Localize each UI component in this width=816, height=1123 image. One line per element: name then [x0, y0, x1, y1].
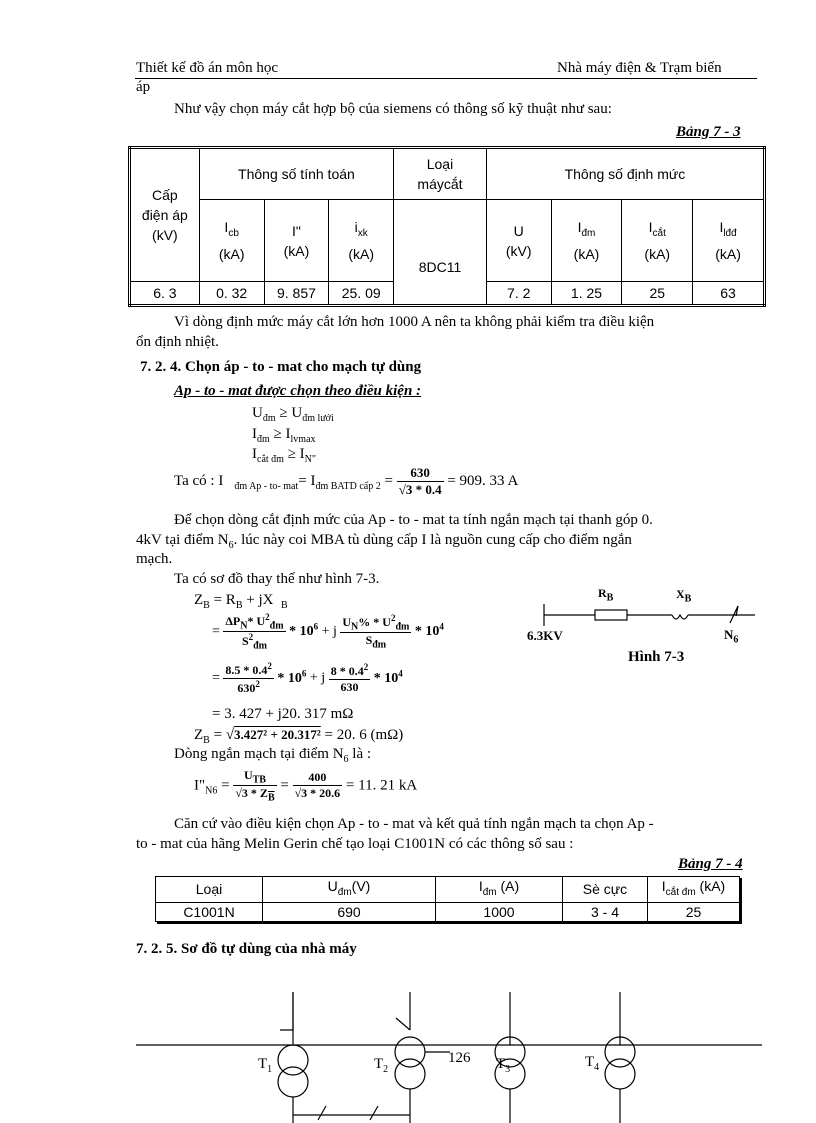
sub-ixk: $i_{xk}$ (kA)	[329, 200, 394, 282]
transformer-t2	[395, 992, 425, 1123]
section-724-title: 7. 2. 4. Chọn áp - to - mat cho mạch tự dùng	[140, 359, 422, 375]
para4-line1: Căn cứ vào điều kiện chọn Ap - to - mat và kết quả tính ngắn mạch ta chọn Ap -	[174, 816, 654, 832]
group-type: Loại máycắt	[394, 148, 487, 200]
cell: 9. 857	[264, 282, 329, 306]
table-7-3	[128, 146, 766, 307]
sub-icat: $I_{cắt}$ (kA)	[622, 200, 693, 282]
transformer-t1	[278, 992, 308, 1123]
condition-3: $I_{cắt đm} \ge I_{N"}$	[252, 446, 316, 465]
section-725-title: 7. 2. 5. Sơ đồ tự dùng của nhà máy	[136, 941, 357, 957]
label-t3: $T_3$	[496, 1056, 511, 1075]
fig-xb-label: $X_B$	[676, 587, 692, 605]
inductor-xb	[672, 615, 688, 619]
short-label: Dòng ngắn mạch tại điểm $N_6$ là :	[174, 746, 372, 765]
t2-header: $I_{cắt đm}$ (kA)	[648, 877, 740, 903]
t2-header: $U_{đm}(V)$	[263, 877, 436, 903]
t2-cell: 690	[263, 902, 436, 921]
cell: 25	[622, 282, 693, 306]
group-rated: Thông số định mức	[486, 148, 764, 200]
label-t1: $T_1$	[258, 1056, 273, 1075]
transformer-t4	[605, 992, 635, 1123]
fig-rb-label: $R_B$	[598, 586, 614, 604]
cell: 6. 3	[130, 282, 200, 306]
fig-caption: Hình 7-3	[628, 649, 685, 665]
t2-cell: 1000	[436, 902, 563, 921]
table1-caption: Bảng 7 - 3	[676, 124, 741, 140]
t2-cell: C1001N	[156, 902, 263, 921]
label-t2: $T_2$	[374, 1056, 389, 1075]
zb-line5: $Z_B = √3.427^2 + 20.317^2 = 20$. 6 (mΩ)	[194, 727, 404, 746]
cell: 0. 32	[199, 282, 264, 306]
cell: 63	[693, 282, 765, 306]
resistor-rb	[595, 610, 627, 620]
sub-i2: I" (kA)	[264, 200, 329, 282]
para1-line1: Vì dòng định mức máy cắt lớn hơn 1000 A nên ta không phải kiểm tra điều kiện	[174, 314, 655, 330]
group-calc: Thông số tính toán	[199, 148, 393, 200]
col-voltage: Cấp điện áp (kV)	[130, 148, 200, 282]
para2-line3: mạch.	[136, 551, 173, 567]
page-number: 126	[448, 1050, 471, 1066]
header-rule	[135, 78, 757, 79]
para3: Ta có sơ đồ thay thế như hình 7-3.	[174, 571, 380, 587]
zb-line2: = $\frac{\Delta P_N* U^2_{đm}}{S^2_{đm}}$ * $10^6 + j$ $\frac{U_N\% * U^2_{đm}}{S_{đm}}$ * $10^4$	[212, 612, 444, 652]
section-724-subtitle: Ap - to - mat được chọn theo điều kiện :	[174, 383, 422, 399]
zb-line4: = 3. 427 + j20. 317 mΩ	[212, 706, 354, 722]
zb-line3: = $\frac{8.5 * 0.4^2}{630^2}$ * $10^6 + j$ $\frac{8 * 0.4^2}{630}$ * $10^4$	[212, 661, 403, 695]
type-value: 8DC11	[394, 200, 487, 306]
table2-caption: Bảng 7 - 4	[678, 856, 743, 872]
label-t4: $T_4$	[585, 1054, 600, 1073]
fig-voltage: 6.3KV	[527, 628, 563, 643]
zb-line1: $Z_B = R_B$ + jX $_B$	[194, 592, 288, 611]
para1-line2: ổn định nhiệt.	[136, 334, 219, 350]
intro-text: Như vậy chọn máy cắt hợp bộ của siemens có thông số kỹ thuật như sau:	[174, 101, 612, 117]
t2-cell: 3 - 4	[563, 902, 648, 921]
cell: 1. 25	[551, 282, 622, 306]
table-7-4	[155, 876, 740, 922]
cell: 25. 09	[329, 282, 394, 306]
t2-header: $I_{đm}$ (A)	[436, 877, 563, 903]
condition-1: $U_{đm} \ge U_{đm lưới}$	[252, 405, 334, 424]
sub-icb: $I_{cb}$ (kA)	[199, 200, 264, 282]
cell: 7. 2	[486, 282, 551, 306]
short-formula: $I"_{N6}$ = $\frac{U_{TB}}{√3 * Z_B}$ = $\frac{400}{√3 * 20.6}$ = 11. 21 kA	[194, 768, 418, 804]
sub-idm: $I_{đm}$ (kA)	[551, 200, 622, 282]
condition-2: $I_{đm} \ge I_{lvmax}$	[252, 426, 316, 445]
sub-u: U (kV)	[486, 200, 551, 282]
header-wrap: áp	[136, 79, 151, 95]
t2-header: Sè cực	[563, 877, 648, 903]
sub-ildd: $I_{lđđ}$ (kA)	[693, 200, 765, 282]
para2-line2: 4kV tại điểm $N_6$. lúc này coi MBA tù dùng cấp I là nguồn cung cấp cho điểm ngắn	[136, 532, 632, 551]
t2-cell: 25	[648, 902, 740, 921]
rated-current-formula: Ta có : I $_{đm Ap - to- mat}= I_{đm BATD cấp 2}$ = $\frac{630}{√3 * 0.4}$ = 909. 33 A	[174, 465, 519, 497]
t2-header: Loại	[156, 877, 263, 903]
para2-line1: Để chọn dòng cắt định mức của Ap - to - mat ta tính ngắn mạch tại thanh góp 0.	[174, 512, 653, 528]
fig-node: $N_6$	[724, 627, 739, 646]
header-right: Nhà máy điện & Trạm biến	[557, 60, 722, 76]
header-left: Thiết kế đồ án môn học	[136, 60, 279, 76]
para4-line2: to - mat của hãng Melin Gerin chế tạo loại C1001N có các thông số sau :	[136, 836, 574, 852]
